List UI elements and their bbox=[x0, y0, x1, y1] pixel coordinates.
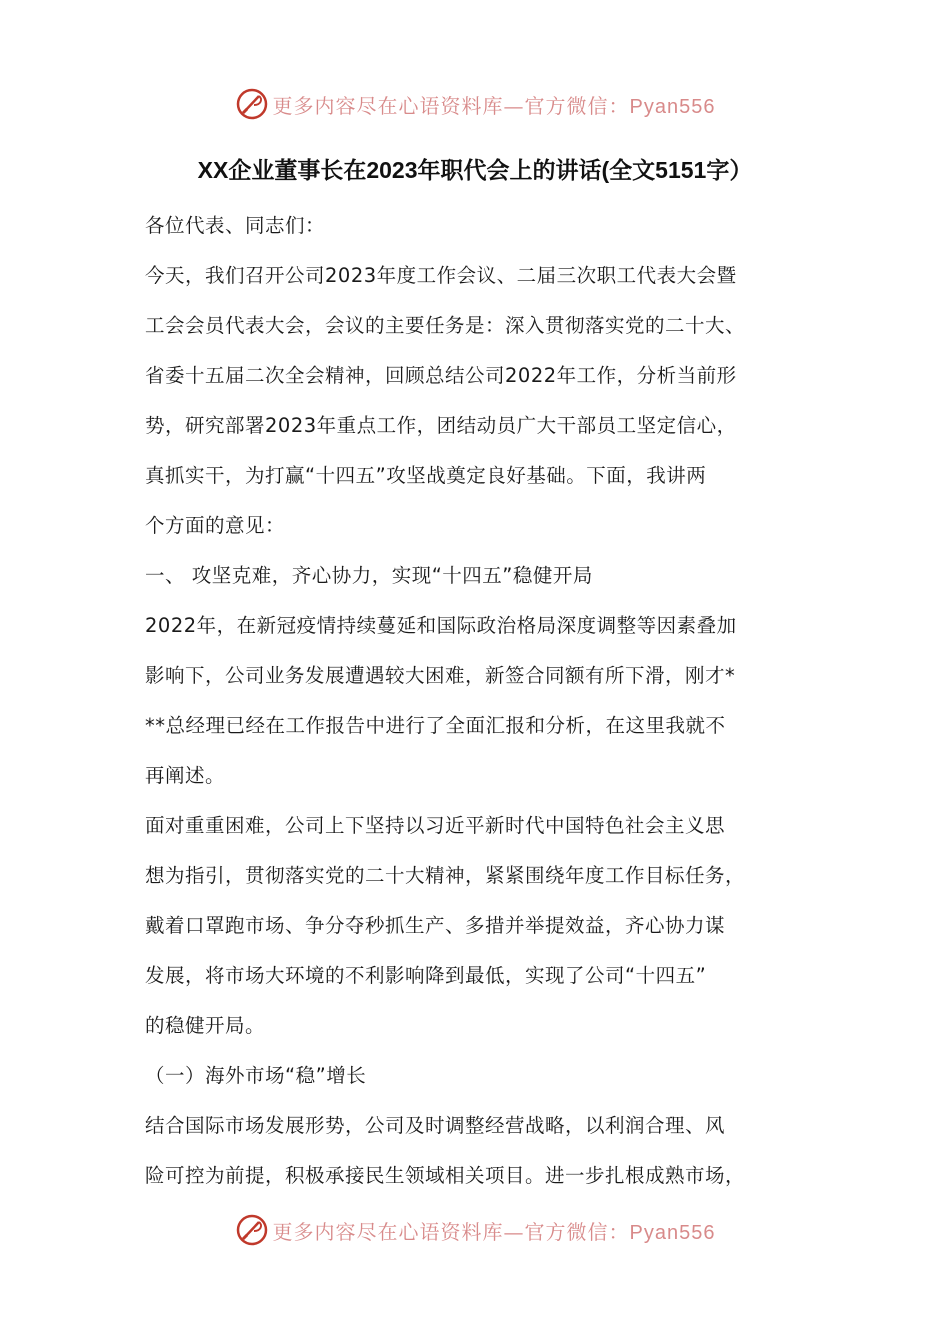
header-watermark bbox=[0, 86, 950, 122]
watermark-text: 更多内容尽在心语资料库—官方微信：Pyan556 bbox=[272, 93, 716, 118]
body-text-line: 一、 攻坚克难，齐心协力，实现“十四五”稳健开局 bbox=[145, 564, 593, 587]
body-text-line: 今天，我们召开公司2023年度工作会议、二届三次职工代表大会暨 bbox=[145, 264, 737, 287]
body-text-line: 想为指引，贯彻落实党的二十大精神，紧紧围绕年度工作目标任务， bbox=[145, 864, 746, 887]
document-title: XX企业董事长在2023年职代会上的讲话(全文5151字） bbox=[197, 157, 753, 183]
body-text-line: 各位代表、同志们： bbox=[145, 214, 326, 237]
body-text-line: 面对重重困难，公司上下坚持以习近平新时代中国特色社会主义思 bbox=[145, 814, 726, 837]
body-text-line: （一）海外市场“稳”增长 bbox=[145, 1064, 367, 1087]
body-text-line: 再阐述。 bbox=[145, 764, 226, 787]
body-text-line: 工会会员代表大会，会议的主要任务是：深入贯彻落实党的二十大、 bbox=[145, 314, 746, 337]
body-text-line: 险可控为前提，积极承接民生领域相关项目。进一步扎根成熟市场， bbox=[145, 1164, 746, 1187]
body-text-line: 结合国际市场发展形势，公司及时调整经营战略，以利润合理、风 bbox=[145, 1114, 726, 1137]
quill-logo-icon bbox=[235, 87, 269, 121]
body-text-line: **总经理已经在工作报告中进行了全面汇报和分析，在这里我就不 bbox=[145, 714, 726, 737]
body-text-line: 势，研究部署2023年重点工作，团结动员广大干部员工坚定信心， bbox=[145, 414, 737, 437]
body-text-line: 真抓实干，为打赢“十四五”攻坚战奠定良好基础。下面，我讲两 bbox=[145, 464, 707, 487]
body-text-line: 的稳健开局。 bbox=[145, 1014, 266, 1037]
body-text-line: 影响下，公司业务发展遭遇较大困难，新签合同额有所下滑，刚才* bbox=[145, 664, 736, 687]
body-text-line: 个方面的意见： bbox=[145, 514, 286, 537]
quill-logo-icon bbox=[235, 1213, 269, 1247]
watermark-wechat-id: Pyan556 bbox=[629, 95, 716, 118]
document-body bbox=[145, 201, 815, 1201]
footer-watermark bbox=[0, 1212, 950, 1248]
body-text-line: 2022年，在新冠疫情持续蔓延和国际政治格局深度调整等因素叠加 bbox=[145, 614, 737, 637]
body-text-line: 发展，将市场大环境的不利影响降到最低，实现了公司“十四五” bbox=[145, 964, 707, 987]
body-text-line: 省委十五届二次全会精神，回顾总结公司2022年工作，分析当前形 bbox=[145, 364, 737, 387]
watermark-wechat-id: Pyan556 bbox=[629, 1221, 716, 1244]
watermark-text: 更多内容尽在心语资料库—官方微信：Pyan556 bbox=[272, 1219, 716, 1244]
body-text-line: 戴着口罩跑市场、争分夺秒抓生产、多措并举提效益，齐心协力谋 bbox=[145, 914, 726, 937]
